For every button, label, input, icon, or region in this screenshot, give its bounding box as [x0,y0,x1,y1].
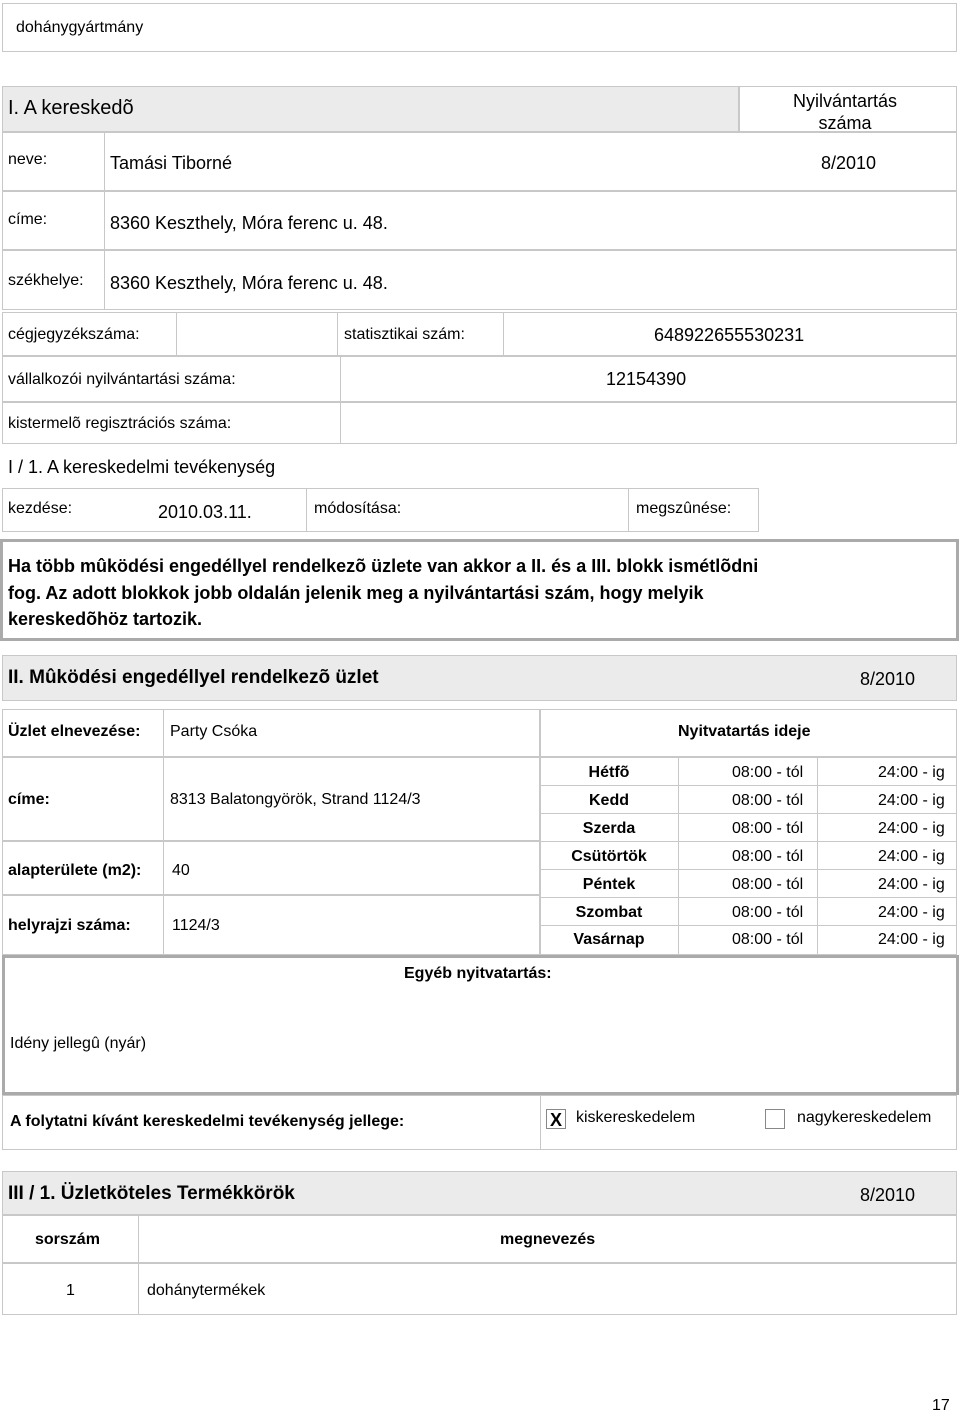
end-label: megszûnése: [636,500,732,517]
activity-type-label: A folytatni kívánt kereskedelmi tevékenység jellege: [10,1113,405,1130]
hours-from: 08:00 - tól [732,904,804,921]
stat-label: statisztikai szám: [344,326,465,343]
hours-day: Péntek [582,876,636,893]
hours-day: Szombat [575,904,643,921]
hours-from: 08:00 - tól [732,792,804,809]
col-name-header: megnevezés [500,1231,596,1248]
entrepreneur-label: vállalkozói nyilvántartási száma: [8,371,236,388]
entrepreneur-value: 12154390 [606,369,687,389]
hours-to: 24:00 - ig [878,848,945,865]
producer-label: kistermelõ regisztrációs száma: [8,415,232,432]
hours-from: 08:00 - tól [732,764,804,781]
company-reg-row [2,312,957,356]
stat-value: 648922655530231 [654,325,805,345]
seat-label: székhelye: [8,272,84,289]
address-label: címe: [8,211,48,228]
section1-1-title: I / 1. A kereskedelmi tevékenység [8,457,276,477]
top-field-value: dohánygyártmány [16,19,144,36]
top-field-box [2,3,957,52]
hours-from: 08:00 - tól [732,848,804,865]
notice-line-1: Ha több mûködési engedéllyel rendelkezõ üzlete van akkor a II. és a III. blokk ismétlõdni [8,556,759,576]
shop-address-value: 8313 Balatongyörök, Strand 1124/3 [170,791,421,808]
hours-to: 24:00 - ig [878,931,945,948]
hours-to: 24:00 - ig [878,764,945,781]
table-row [2,1263,957,1315]
other-hours-label: Egyéb nyitvatartás: [404,965,552,982]
hours-to: 24:00 - ig [878,876,945,893]
seat-value: 8360 Keszthely, Móra ferenc u. 48. [110,273,388,293]
shop-name-label: Üzlet elnevezése: [8,723,141,740]
shop-name-value: Party Csóka [170,723,258,740]
section2-title: II. Mûködési engedéllyel rendelkezõ üzlet [8,667,379,688]
name-label: neve: [8,151,48,168]
hours-day: Vasárnap [573,931,645,948]
page-number: 17 [932,1397,950,1413]
hours-from: 08:00 - tól [732,820,804,837]
wholesale-label: nagykereskedelem [797,1109,932,1126]
opening-header: Nyitvatartás ideje [678,723,811,740]
hours-day: Hétfõ [588,764,630,781]
wholesale-checkbox[interactable] [765,1109,785,1129]
address-value: 8360 Keszthely, Móra ferenc u. 48. [110,213,388,233]
section3-title: III / 1. Üzletköteles Termékkörök [8,1183,295,1204]
product-name: dohánytermékek [147,1282,266,1299]
hours-day: Szerda [582,820,636,837]
retail-check-mark: X [550,1110,563,1130]
product-number: 1 [66,1282,75,1299]
hours-from: 08:00 - tól [732,931,804,948]
reg-number-header: Nyilvántartás száma [792,91,898,133]
notice-line-3: kereskedõhöz tartozik. [8,609,203,629]
section2-reg-number: 8/2010 [860,669,916,689]
section1-title: I. A kereskedõ [8,97,134,119]
plot-label: helyrajzi száma: [8,917,131,934]
notice-line-2: fog. Az adott blokkok jobb oldalán jelenik meg a nyilvántartási szám, hogy melyik [8,583,704,603]
shop-address-label: címe: [8,791,50,808]
hours-to: 24:00 - ig [878,792,945,809]
start-label: kezdése: [8,500,73,517]
plot-value: 1124/3 [172,917,220,934]
company-reg-label: cégjegyzékszáma: [8,326,140,343]
hours-to: 24:00 - ig [878,820,945,837]
section3-reg-number: 8/2010 [860,1185,916,1205]
area-label: alapterülete (m2): [8,862,142,879]
start-value: 2010.03.11. [158,502,252,522]
hours-from: 08:00 - tól [732,876,804,893]
hours-day: Kedd [589,792,629,809]
area-value: 40 [172,862,190,879]
modify-label: módosítása: [314,500,402,517]
hours-to: 24:00 - ig [878,904,945,921]
col-number-header: sorszám [35,1231,100,1248]
name-value: Tamási Tiborné [110,153,233,173]
reg-number: 8/2010 [821,153,877,173]
retail-label: kiskereskedelem [576,1109,696,1126]
products-header-row [2,1215,957,1263]
other-hours-value: Idény jellegû (nyár) [10,1035,147,1052]
hours-day: Csütörtök [571,848,647,865]
